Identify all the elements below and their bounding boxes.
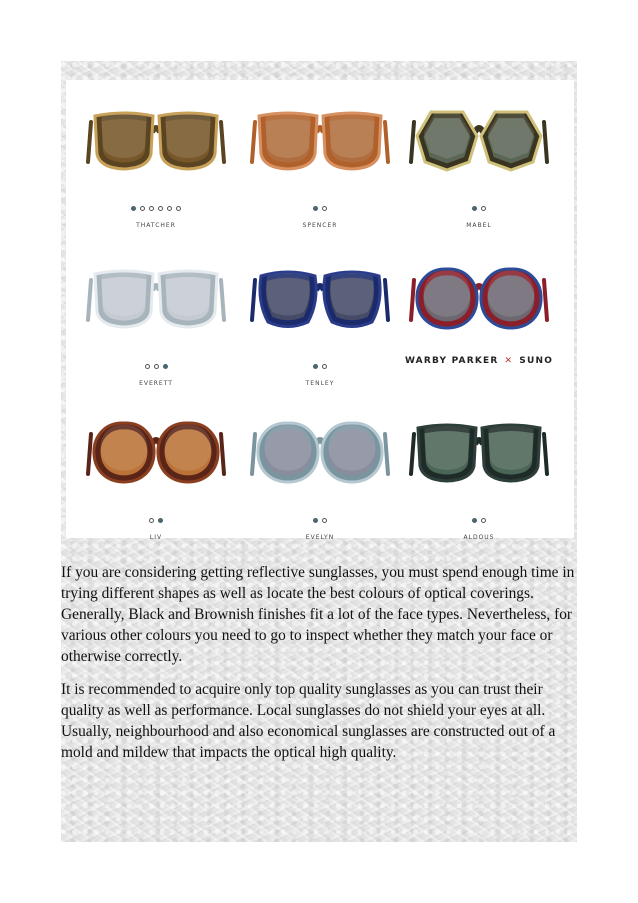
temple-arm [221,280,224,320]
color-swatches[interactable] [404,518,554,523]
product-thatcher [81,100,231,250]
glasses-liv [86,412,226,492]
lens-shine [101,114,146,158]
temple-arm [411,280,414,320]
article-body [61,562,575,775]
temple-arm [88,280,91,320]
glasses-everett [86,258,226,338]
color-swatch[interactable] [158,206,163,211]
product-evelyn [245,412,395,562]
product-name: EVELYN [305,534,335,541]
color-swatch[interactable] [149,518,154,523]
temple-arm [411,122,414,162]
color-swatches[interactable] [81,518,231,523]
color-swatch-selected[interactable] [158,518,163,523]
temple-arm [411,434,414,474]
color-swatch[interactable] [167,206,172,211]
color-swatch[interactable] [154,364,159,369]
lens-shine [101,425,148,471]
lens-shine [165,114,210,158]
temple-arm [544,280,547,320]
product-aldous [404,412,554,562]
color-swatch[interactable] [481,518,486,523]
temple-arm [385,122,388,162]
product-suno-collab [404,258,554,408]
bridge [475,128,483,132]
lens-shine [424,113,471,158]
color-swatches[interactable] [81,206,231,211]
temple-arm [252,122,255,162]
product-name: THATCHER [136,222,176,229]
color-swatches[interactable] [81,364,231,369]
product-name: ALDOUS [463,534,495,541]
temple-arm [88,434,91,474]
collab-x-icon: ✕ [504,356,514,366]
lens-shine [329,425,376,471]
color-swatch-selected[interactable] [472,206,477,211]
product-name: MABEL [466,222,492,229]
temple-arm [544,434,547,474]
collab-brand-left: WARBY PARKER [404,356,499,366]
glasses-thatcher [86,100,226,180]
product-liv [81,412,231,562]
glasses-tenley [250,258,390,338]
color-swatch-selected[interactable] [472,518,477,523]
lens-shine [101,272,146,316]
lens-shine [165,425,212,471]
sunglasses-photo [66,80,574,541]
lens-shine [488,426,533,470]
glasses-suno [409,258,549,338]
product-name: SPENCER [302,222,338,229]
product-name: LIV [149,534,163,541]
product-name: TENLEY [305,380,335,387]
color-swatch[interactable] [481,206,486,211]
product-spencer [245,100,395,250]
color-swatch[interactable] [322,364,327,369]
temple-arm [544,122,547,162]
product-everett [81,258,231,408]
collab-brand-right: SUNO [519,356,554,366]
temple-arm [385,280,388,320]
color-swatch-selected[interactable] [163,364,168,369]
color-swatches[interactable] [245,364,395,369]
product-mabel [404,100,554,250]
color-swatch[interactable] [322,206,327,211]
lens-shine [329,114,374,158]
color-swatches[interactable] [245,518,395,523]
color-swatch-selected[interactable] [313,518,318,523]
color-swatch-selected[interactable] [313,206,318,211]
lens-shine [488,271,535,317]
temple-arm [252,434,255,474]
lens-shine [330,273,374,316]
lens-shine [424,271,471,317]
product-tenley [245,258,395,408]
glasses-evelyn [250,412,390,492]
glasses-aldous [409,412,549,492]
temple-arm [221,122,224,162]
paragraph-1: If you are considering getting reflective sunglasses, you must spend enough time in trying different shapes as well as locate the best colours of optical coverings. Generally, Black and Brownish finishes fit a lot of the face types. Nevertheless, for various other colours you need to go to inspect whether they match your face or otherwise correctly. [61,564,575,665]
temple-arm [385,434,388,474]
lens-shine [488,113,535,158]
paragraph-2: It is recommended to acquire only top quality sunglasses as you can trust their quality as well as performance. Local sunglasses do not shield your eyes at all. Usually, neighbourhood and also economical sunglasses are constructed out of a mold and mildew that impacts the optical high quality. [61,681,556,761]
temple-arm [252,280,255,320]
color-swatch-selected[interactable] [313,364,318,369]
color-swatch[interactable] [322,518,327,523]
color-swatch[interactable] [140,206,145,211]
glasses-mabel [409,100,549,180]
color-swatches[interactable] [245,206,395,211]
product-name: EVERETT [139,380,173,387]
color-swatch[interactable] [149,206,154,211]
color-swatch-selected[interactable] [131,206,136,211]
collab-logo [404,356,554,366]
temple-arm [88,122,91,162]
lens-shine [165,272,210,316]
color-swatch[interactable] [176,206,181,211]
lens-shine [265,114,310,158]
lens-shine [265,425,312,471]
color-swatches[interactable] [404,206,554,211]
lens-shine [266,273,310,316]
lens-shine [424,426,469,470]
glasses-spencer [250,100,390,180]
color-swatch[interactable] [145,364,150,369]
temple-arm [221,434,224,474]
